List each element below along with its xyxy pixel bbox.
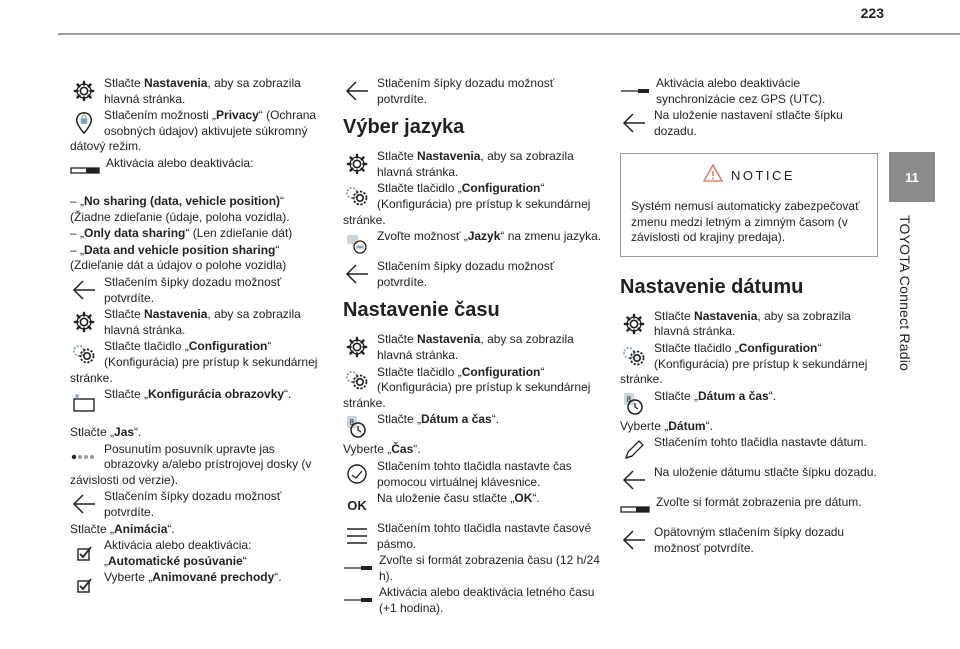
step-dst: Aktivácia alebo deaktivácia letného času (+1 hodina). bbox=[343, 585, 605, 616]
heading-date: Nastavenie dátumu bbox=[620, 275, 804, 298]
step-animated-transitions: Vyberte „Animované prechody“. bbox=[70, 570, 328, 599]
list-menu-icon bbox=[343, 522, 371, 550]
toggle-bar-icon bbox=[620, 496, 650, 524]
step-language: Zvoľte možnosť „Jazyk“ na zmenu jazyka. bbox=[343, 229, 605, 258]
step-date-time: 8 Stlačte „Dátum a čas“. bbox=[343, 412, 605, 441]
gear-icon bbox=[343, 333, 371, 361]
notice-title: NOTICE bbox=[730, 167, 796, 183]
chapter-tab[interactable]: 11 bbox=[889, 152, 935, 202]
gear-icon bbox=[70, 77, 98, 105]
calendar-clock-icon bbox=[620, 390, 648, 418]
step-open-settings-5: Stlačte Nastavenia, aby sa zobrazila hlavná stránka. bbox=[620, 309, 878, 340]
step-configuration-4: Stlačte tlačidlo „Configuration“ (Konfigurácia) pre prístup k sekundárnej stránke. bbox=[620, 340, 868, 387]
column-3 bbox=[620, 76, 878, 558]
step-date-format: Zvoľte si formát zobrazenia pre dátum. bbox=[620, 495, 878, 524]
heading-language: Výber jazyka bbox=[343, 116, 465, 139]
option-no-sharing: – „No sharing (data, vehicle position)“ (Žiadne zdieľanie (údaje, poloha vozidla). bbox=[70, 193, 290, 224]
step-back-confirm-2: Stlačením šípky dozadu možnosť potvrdíte. bbox=[70, 489, 328, 520]
svg-text:8: 8 bbox=[349, 418, 354, 428]
clock-icon bbox=[343, 460, 371, 488]
step-open-settings: Stlačte Nastavenia, aby sa zobrazila hlavná stránka. bbox=[70, 76, 328, 107]
notice-box bbox=[620, 153, 878, 256]
step-set-time: Stlačením tohto tlačidla nastavte čas pomocou virtuálnej klávesnice. bbox=[343, 459, 605, 490]
step-configuration-2: Stlačte tlačidlo „Configuration“ (Konfigurácia) pre prístup k sekundárnej stránke. bbox=[343, 181, 591, 227]
column-2 bbox=[343, 76, 605, 618]
back-arrow-icon bbox=[70, 490, 98, 518]
back-arrow-icon bbox=[343, 260, 371, 288]
back-arrow-icon bbox=[70, 276, 98, 304]
screen-brightness-icon bbox=[70, 388, 98, 416]
step-open-settings-3: Stlačte Nastavenia, aby sa zobrazila hlavná stránka. bbox=[343, 149, 605, 180]
gear-icon bbox=[620, 310, 648, 338]
select-animation: Stlačte „Animácia“. bbox=[70, 521, 175, 536]
toggle-bar-icon bbox=[620, 77, 650, 105]
select-date: Vyberte „Dátum“. bbox=[620, 418, 713, 433]
checkbox-icon bbox=[70, 571, 98, 599]
header-rule bbox=[58, 33, 960, 35]
step-open-settings-4: Stlačte Nastavenia, aby sa zobrazila hlavná stránka. bbox=[343, 332, 605, 363]
option-data-sharing: – „Only data sharing“ (Len zdieľanie dát) bbox=[70, 226, 293, 241]
select-time: Vyberte „Čas“. bbox=[343, 442, 421, 457]
checkbox-icon bbox=[70, 539, 98, 567]
select-brightness: Stlačte „Jas“. bbox=[70, 425, 142, 440]
configuration-gears-icon bbox=[343, 366, 371, 394]
step-slider: Posunutím posuvník upravte jas obrazovky a/alebo prístrojovej dosky (v závislosti od verzie). bbox=[70, 441, 312, 487]
step-save-date: Na uloženie dátumu stlačte šípku dozadu. bbox=[620, 465, 878, 494]
step-back-confirm: Stlačením šípky dozadu možnosť potvrdíte. bbox=[70, 275, 328, 306]
step-screen-config: Stlačte „Konfigurácia obrazovky“. bbox=[70, 387, 328, 416]
step-set-date: Stlačením tohto tlačidla nastavte dátum. bbox=[620, 435, 878, 464]
gear-icon bbox=[343, 150, 371, 178]
toggle-bar-icon bbox=[343, 586, 373, 614]
toggle-bar-icon bbox=[343, 554, 373, 582]
step-back-confirm-4: Stlačením šípky dozadu možnosť potvrdíte. bbox=[343, 259, 605, 290]
step-configuration-3: Stlačte tlačidlo „Configuration“ (Konfigurácia) pre prístup k sekundárnej stránke. bbox=[343, 364, 591, 410]
configuration-gears-icon bbox=[620, 342, 648, 370]
configuration-gears-icon bbox=[70, 340, 98, 368]
column-1 bbox=[70, 76, 328, 600]
configuration-gears-icon bbox=[343, 182, 371, 210]
step-back-confirm-5: Opätovným stlačením šípky dozadu možnosť potvrdíte. bbox=[620, 525, 878, 556]
step-timezone: Stlačením tohto tlačidla nastavte časové pásmo. bbox=[343, 521, 605, 552]
back-arrow-icon bbox=[620, 109, 648, 137]
svg-text:8: 8 bbox=[626, 394, 631, 404]
gear-icon bbox=[70, 308, 98, 336]
step-auto-scroll: Aktivácia alebo deaktivácia: „Automatické posúvanie“ bbox=[70, 538, 328, 569]
slider-dots-icon bbox=[70, 443, 98, 471]
side-title: TOYOTA Connect Radio bbox=[897, 215, 913, 371]
pencil-icon bbox=[620, 436, 648, 464]
page-number: 223 bbox=[860, 5, 884, 21]
step-privacy-toggle: Aktivácia alebo deaktivácia: bbox=[70, 156, 328, 185]
step-save-time: OK Na uloženie času stlačte „OK“. bbox=[343, 491, 605, 520]
notice-text: Systém nemusí automaticky zabezpečovať zmenu medzi letným a zimným časom (v závislosti od krajiny predaja). bbox=[631, 198, 860, 245]
back-arrow-icon bbox=[620, 466, 648, 494]
notice-header bbox=[631, 164, 867, 187]
option-data-position-sharing: – „Data and vehicle position sharing“ (Zdieľanie dát a údajov o polohe vozidla) bbox=[70, 242, 287, 273]
language-flags-icon bbox=[343, 230, 371, 258]
step-configuration: Stlačte tlačidlo „Configuration“ (Konfigurácia) pre prístup k sekundárnej stránke. bbox=[70, 339, 318, 385]
ok-button-icon: OK bbox=[347, 498, 367, 514]
step-time-format: Zvoľte si formát zobrazenia času (12 h/24 h). bbox=[343, 553, 605, 584]
warning-triangle-icon bbox=[703, 164, 723, 187]
step-open-settings-2: Stlačte Nastavenia, aby sa zobrazila hlavná stránka. bbox=[70, 307, 328, 338]
step-back-confirm-3: Stlačením šípky dozadu možnosť potvrdíte. bbox=[343, 76, 605, 107]
back-arrow-icon bbox=[620, 526, 648, 554]
step-gps-sync: Aktivácia alebo deaktivácie synchronizácie cez GPS (UTC). bbox=[620, 76, 878, 107]
step-save-settings: Na uloženie nastavení stlačte šípku dozadu. bbox=[620, 108, 878, 139]
back-arrow-icon bbox=[343, 77, 371, 105]
heading-time: Nastavenie času bbox=[343, 299, 500, 322]
step-date-time-2: 8 Stlačte „Dátum a čas“. bbox=[620, 389, 878, 418]
step-privacy: Stlačením možnosti „Privacy“ (Ochrana osobných údajov) aktivujete súkromný dátový režim. bbox=[70, 108, 317, 154]
privacy-pin-icon bbox=[70, 109, 98, 137]
calendar-clock-icon bbox=[343, 413, 371, 441]
toggle-bar-icon bbox=[70, 157, 100, 185]
